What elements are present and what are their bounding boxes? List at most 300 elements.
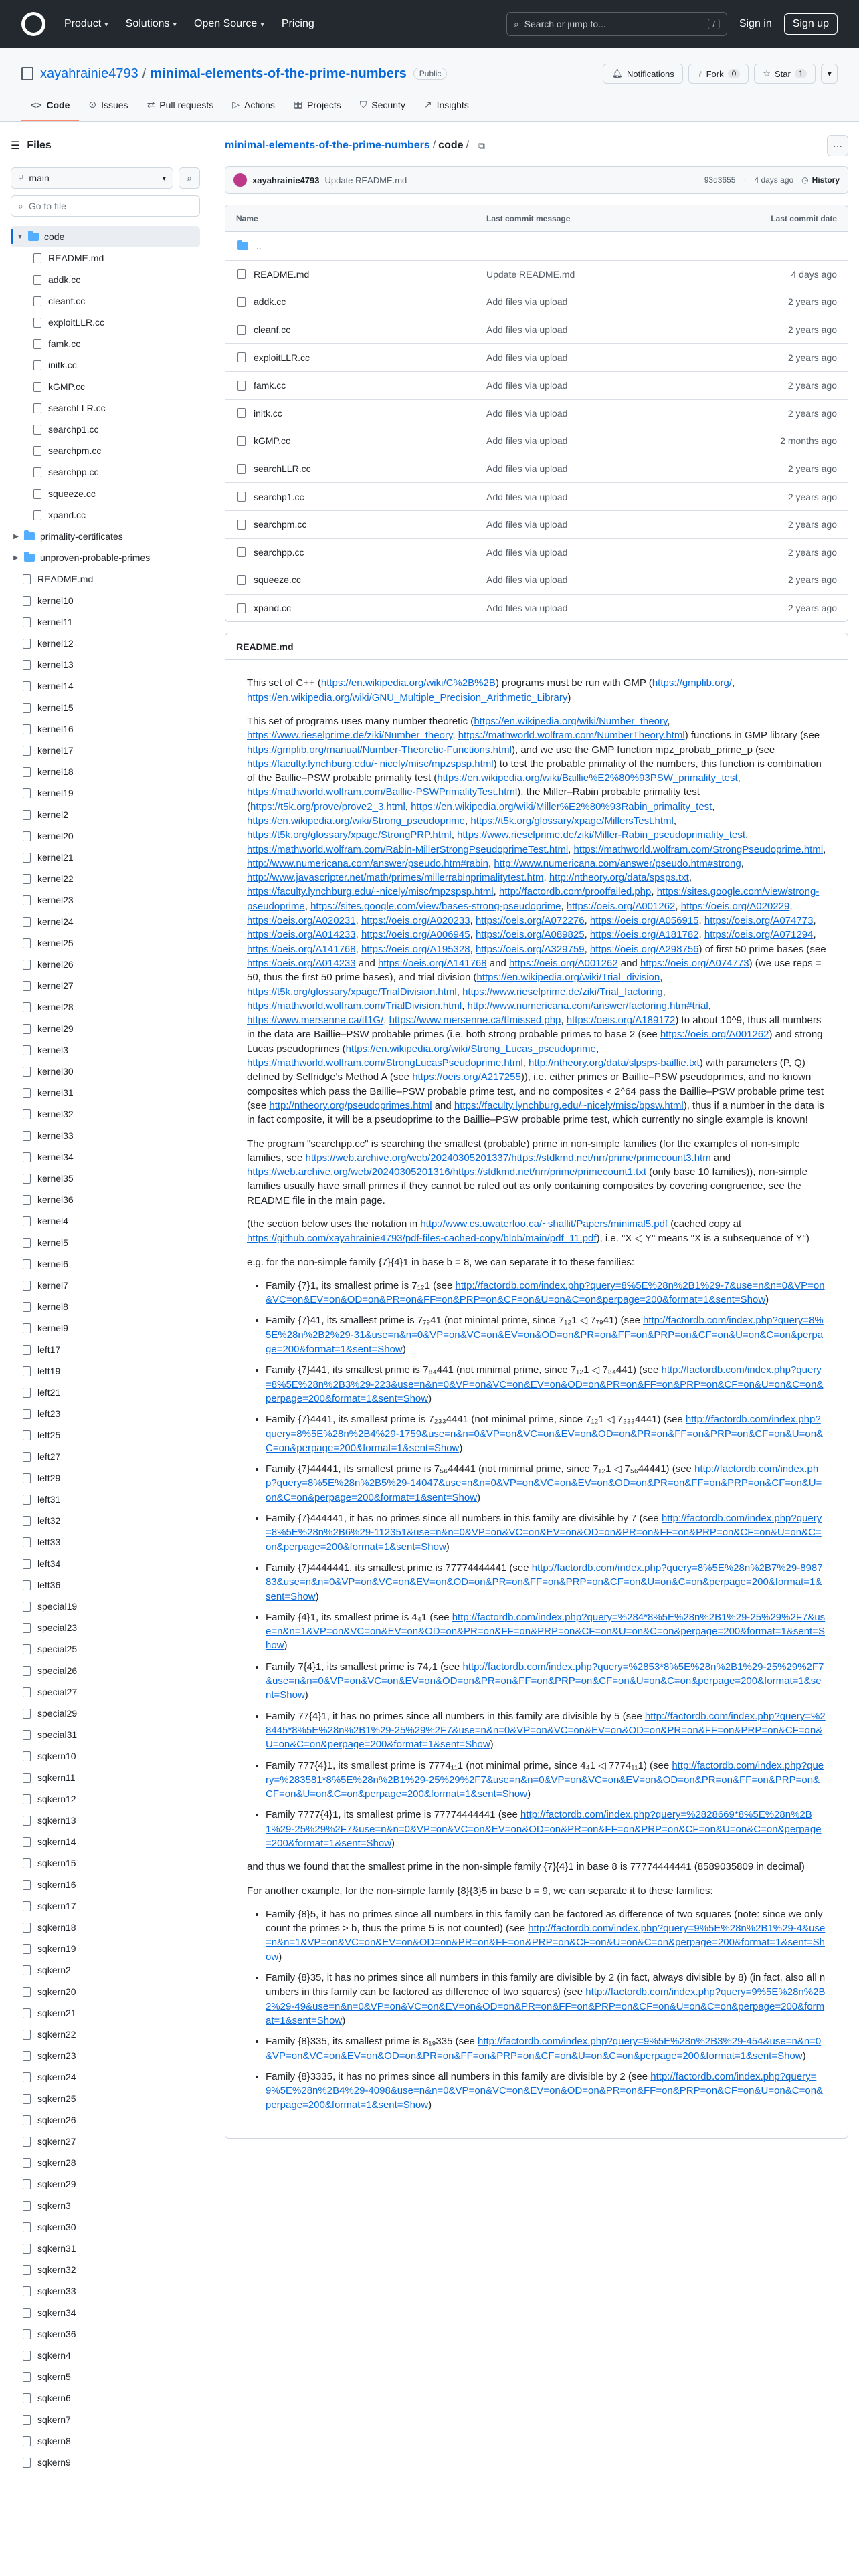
readme-link[interactable]: https://t5k.org/glossary/xpage/MillersTest.html (470, 815, 674, 827)
readme-link[interactable]: http://factordb.com/index.php?query=%283581*8%5E%28n%2B1%29-25%29%2F7&use=n&n=0&VP=on&VC=on&EV=on&OD=on&PR=on&FF=on&PRP=on&CF=on&U=on&C=on&perpage=200&format=1&sent=Show (266, 1759, 824, 1800)
readme-link[interactable]: https://github.com/xayahrainie4793/pdf-files-cached-copy/blob/main/pdf_11.pdf (247, 1232, 597, 1245)
repo-icon (21, 67, 33, 80)
tree-file[interactable] (11, 1724, 200, 1745)
tree-folder[interactable] (11, 526, 200, 547)
tab-pull-requests[interactable]: ⇄ Pull requests (147, 99, 214, 110)
readme-link[interactable]: http://factordb.com/index.php?query=8%5E%28n%2B2%29-31&use=n&n=0&VP=on&VC=on&EV=on&OD=on&PR=on&FF=on&PRP=on&CF=on&U=on&C=on&perpage=200&format=1&sent=Show (266, 1315, 824, 1356)
tree-file[interactable] (11, 2152, 200, 2173)
tree-file[interactable] (11, 1189, 200, 1210)
tree-file[interactable] (11, 1810, 200, 1831)
readme-link[interactable]: https://oeis.org/A001262 (660, 1029, 769, 1041)
file-link[interactable]: kGMP.cc (254, 435, 290, 447)
readme-link[interactable]: https://oeis.org/A020231 (247, 915, 356, 927)
tab-insights[interactable]: ↗ Insights (423, 99, 469, 110)
readme-link[interactable]: https://mathworld.wolfram.com/StrongPseudoprime.html (573, 843, 824, 855)
readme-link[interactable]: http://factordb.com/index.php?query=9%5E%28n%2B2%29-49&use=n&n=0&VP=on&VC=on&EV=on&OD=on&PR=on&FF=on&PRP=on&CF=on&U=on&C=on&perpage=200&format=1&sent=Show (266, 1986, 826, 2026)
global-header (0, 0, 859, 48)
readme-link[interactable]: https://oeis.org/A298756 (589, 943, 699, 955)
readme-link[interactable]: https://mathworld.wolfram.com/NumberTheory.html (458, 730, 685, 742)
tab-security[interactable]: ⛉ Security (359, 99, 405, 110)
tree-file[interactable] (11, 1895, 200, 1917)
table-row[interactable] (225, 455, 848, 483)
readme-link[interactable]: https://oeis.org/A074773 (640, 957, 749, 969)
readme-list-item: • Family {4}1, its smallest prime is 4₄1 (see http://factordb.com/index.php?query=%284*8%5E%28n%2B1%29-25%29%2F7&use=n&n=1&VP=on&VC=on&EV=on&OD=on&PR=on&FF=on&PRP=on&CF=on&U=on&C=on&perpage=200&format=1&sent=Show) (266, 1610, 826, 1653)
table-row[interactable] (225, 288, 848, 316)
tree-file[interactable] (11, 1874, 200, 1895)
commit-message-cell[interactable]: Add files via upload (486, 380, 568, 391)
tab-actions[interactable]: ▷ Actions (232, 99, 275, 110)
file-icon (23, 746, 31, 756)
readme-link[interactable]: https://web.archive.org/web/20240305201316/https://stdkmd.net/nrr/prime/primecount1.txt (247, 1166, 646, 1178)
readme-link[interactable]: https://oeis.org/A141768 (378, 957, 487, 969)
tree-file[interactable] (11, 825, 200, 847)
readme-link[interactable]: http://ntheory.org/data/spsps.txt (549, 872, 689, 884)
readme-link[interactable]: https://oeis.org/A195328 (361, 943, 470, 955)
readme-link[interactable]: http://factordb.com/index.php?query=%2853*8%5E%28n%2B1%29-25%29%2F7&use=n&n=0&VP=on&VC=on&EV=on&OD=on&PR=on&FF=on&PRP=on&CF=on&U=on&C=on&perpage=200&format=1&sent=Show (266, 1660, 824, 1701)
readme-link[interactable]: https://faculty.lynchburg.edu/~nicely/misc/mpzspsp.html (247, 758, 494, 770)
file-link[interactable]: searchpm.cc (254, 519, 307, 530)
tree-file[interactable] (11, 1553, 200, 1574)
tree-file[interactable] (11, 1660, 200, 1681)
tree-file[interactable] (11, 247, 200, 269)
readme-link[interactable]: https://gmplib.org/manual/Number-Theoretic-Functions.html (247, 744, 512, 756)
go-to-file-input[interactable]: ⌕ Go to file (11, 195, 200, 217)
file-link[interactable]: searchp1.cc (254, 491, 304, 502)
tree-file[interactable] (11, 975, 200, 996)
table-row[interactable] (225, 566, 848, 594)
readme-link[interactable]: http://factordb.com/index.php?query=8%5E%28n%2B3%29-223&use=n&n=0&VP=on&VC=on&EV=on&OD=on&PR=on&FF=on&PRP=on&CF=on&U=on&C=on&perpage=200&format=1&sent=Show (266, 1364, 824, 1404)
tree-file[interactable] (11, 1981, 200, 2002)
file-icon (23, 1709, 31, 1719)
tree-file[interactable] (11, 269, 200, 290)
readme-link[interactable]: http://factordb.com/index.php?query=%28445*8%5E%28n%2B1%29-25%29%2F7&use=n&n=0&VP=on&VC=on&EV=on&OD=on&PR=on&FF=on&PRP=on&CF=on&U=on&C=on&perpage=200&format=1&sent=Show (266, 1710, 826, 1751)
tree-file[interactable] (11, 419, 200, 440)
table-row[interactable] (225, 399, 848, 427)
tree-file[interactable] (11, 654, 200, 675)
tree-file-label: xpand.cc (48, 510, 86, 520)
readme-link[interactable]: https://en.wikipedia.org/wiki/Number_theory (474, 715, 668, 727)
avatar[interactable] (233, 173, 247, 187)
tree-file[interactable] (11, 2259, 200, 2280)
commit-message-cell[interactable]: Add files via upload (486, 324, 568, 336)
repo-owner-link[interactable]: xayahrainie4793 (40, 66, 138, 81)
file-link[interactable]: .. (256, 240, 262, 251)
tree-file[interactable] (11, 2109, 200, 2131)
file-icon (23, 2222, 31, 2232)
tree-file[interactable] (11, 2302, 200, 2323)
commit-message-cell[interactable]: Add files via upload (486, 574, 568, 586)
tree-file[interactable] (11, 1168, 200, 1189)
tree-file[interactable] (11, 2216, 200, 2238)
tree-file-label: left31 (37, 1494, 61, 1505)
tree-file[interactable] (11, 397, 200, 419)
readme-link[interactable]: https://oeis.org/A071294 (704, 929, 814, 941)
tree-file[interactable] (11, 1596, 200, 1617)
table-row[interactable] (225, 538, 848, 566)
readme-link[interactable]: https://t5k.org/prove/prove2_3.html (250, 800, 405, 813)
readme-link[interactable]: https://oeis.org/A001262 (566, 900, 676, 912)
nav-open-source[interactable]: Open Source ▾ (194, 18, 264, 29)
tree-file[interactable] (11, 333, 200, 354)
readme-link[interactable]: https://www.mersenne.ca/tfmissed.php (389, 1014, 561, 1027)
readme-link[interactable]: https://en.wikipedia.org/wiki/Miller%E2%80%93Rabin_primality_test (411, 800, 712, 813)
file-link[interactable]: addk.cc (254, 296, 286, 308)
readme-link[interactable]: https://oeis.org/A141768 (247, 943, 356, 955)
tree-file[interactable] (11, 1296, 200, 1317)
tree-file[interactable] (11, 718, 200, 740)
tree-file[interactable] (11, 1018, 200, 1039)
table-row[interactable] (225, 510, 848, 538)
tree-file[interactable] (11, 312, 200, 333)
tree-file[interactable] (11, 1232, 200, 1253)
tree-file-label: kernel31 (37, 1087, 74, 1098)
sign-in-link[interactable]: Sign in (739, 18, 772, 29)
readme-link[interactable]: https://t5k.org/glossary/xpage/StrongPRP.html (247, 829, 452, 841)
tree-file[interactable] (11, 2366, 200, 2387)
tree-file[interactable] (11, 2452, 200, 2473)
readme-link[interactable]: https://oeis.org/A001262 (509, 957, 618, 969)
readme-link[interactable]: https://en.wikipedia.org/wiki/Strong_Lucas_pseudoprime (345, 1043, 596, 1055)
readme-link[interactable]: https://oeis.org/A074773 (704, 915, 814, 927)
readme-link[interactable]: https://mathworld.wolfram.com/StrongLucasPseudoprime.html (247, 1057, 523, 1069)
readme-link[interactable]: https://oeis.org/A217255 (412, 1071, 521, 1083)
github-logo-icon[interactable] (21, 12, 45, 36)
readme-link[interactable]: https://en.wikipedia.org/wiki/C%2B%2B (320, 677, 496, 689)
readme-link[interactable]: https://mathworld.wolfram.com/Baillie-PSWPrimalityTest.html (247, 786, 518, 798)
tree-file[interactable] (11, 590, 200, 611)
tree-file[interactable] (11, 376, 200, 397)
table-row[interactable] (225, 427, 848, 455)
tree-file[interactable] (11, 1959, 200, 1981)
readme-link[interactable]: http://www.numericana.com/answer/factoring.htm#trial (467, 1000, 708, 1012)
tree-file[interactable] (11, 954, 200, 975)
file-link[interactable]: searchLLR.cc (254, 463, 311, 475)
readme-link[interactable]: https://t5k.org/glossary/xpage/TrialDivision.html (247, 986, 457, 998)
table-row[interactable] (225, 232, 848, 260)
readme-link[interactable]: http://ntheory.org/data/slpsps-baillie.txt (529, 1057, 700, 1069)
readme-link[interactable]: http://www.javascripter.net/math/primes/millerrabinprimalitytest.htm (247, 872, 544, 884)
tree-file[interactable] (11, 354, 200, 376)
tree-file[interactable] (11, 290, 200, 312)
nav-pricing[interactable]: Pricing (281, 18, 314, 29)
table-row[interactable] (225, 371, 848, 399)
column-header-message: Last commit message (486, 213, 571, 223)
tree-file[interactable] (11, 1360, 200, 1382)
readme-link[interactable]: http://factordb.com/prooffailed.php (498, 886, 652, 898)
file-icon (23, 1024, 31, 1034)
readme-link[interactable]: https://en.wikipedia.org/wiki/Trial_division (476, 972, 660, 984)
tree-file[interactable] (11, 1852, 200, 1874)
readme-link[interactable]: https://en.wikipedia.org/wiki/Strong_pseudoprime (247, 815, 466, 827)
file-icon (23, 1195, 31, 1205)
file-link[interactable]: README.md (254, 268, 310, 280)
commit-message-cell[interactable]: Update README.md (486, 268, 575, 280)
tree-file[interactable] (11, 2430, 200, 2452)
commit-message-cell[interactable]: Add files via upload (486, 603, 568, 614)
readme-link[interactable]: https://oeis.org/A089825 (475, 929, 585, 941)
bell-icon: 🔔︎ (611, 68, 623, 78)
search-icon: ⌕ (513, 18, 519, 29)
commit-message-link[interactable]: Update README.md (324, 175, 407, 185)
global-search-input[interactable]: ⌕ Search or jump to... / (506, 12, 727, 36)
tree-file-label: sqkern4 (37, 2350, 71, 2361)
readme-link[interactable]: https://oeis.org/A020229 (680, 900, 790, 912)
tree-file[interactable] (11, 2088, 200, 2109)
readme-link[interactable]: https://mathworld.wolfram.com/TrialDivision.html (247, 1000, 462, 1012)
tree-file[interactable] (11, 1275, 200, 1296)
tree-file[interactable] (11, 761, 200, 782)
tree-file[interactable] (11, 847, 200, 868)
readme-panel (225, 633, 848, 2138)
readme-link[interactable]: http://factordb.com/index.php?query=8%5E%28n%2B6%29-112351&use=n&n=0&VP=on&VC=on&EV=on&OD=on&PR=on&FF=on&PRP=on&CF=on&U=on&C=on&perpage=200&format=1&sent=Show (266, 1513, 822, 1553)
tree-file[interactable] (11, 633, 200, 654)
tree-file[interactable] (11, 1745, 200, 1767)
tree-file[interactable] (11, 2024, 200, 2045)
readme-link[interactable]: http://www.numericana.com/answer/pseudo.htm#strong (494, 857, 741, 869)
readme-link[interactable]: https://oeis.org/A014233 (247, 957, 356, 969)
readme-link[interactable]: http://factordb.com/index.php?query=8%5E%28n%2B4%29-1759&use=n&n=0&VP=on&VC=on&EV=on&OD=on&PR=on&FF=on&PRP=on&CF=on&U=on&C=on&perpage=200&format=1&sent=Show (266, 1414, 824, 1454)
breadcrumb-repo-link[interactable]: minimal-elements-of-the-prime-numbers (225, 140, 430, 151)
tree-file[interactable] (11, 1061, 200, 1082)
repo-name-link[interactable]: minimal-elements-of-the-prime-numbers (150, 66, 407, 81)
star-dropdown-button[interactable] (821, 64, 838, 84)
tree-file[interactable] (11, 868, 200, 889)
tree-file[interactable] (11, 1831, 200, 1852)
tree-file[interactable] (11, 1125, 200, 1146)
readme-link[interactable]: http://ntheory.org/pseudoprimes.html (269, 1099, 432, 1111)
readme-link[interactable]: https://oeis.org/A072276 (475, 915, 585, 927)
table-row[interactable] (225, 594, 848, 622)
file-link[interactable]: exploitLLR.cc (254, 352, 310, 363)
commit-date-cell: 2 months ago (780, 435, 837, 447)
commit-message-cell[interactable]: Add files via upload (486, 491, 568, 502)
readme-link[interactable]: http://factordb.com/index.php?query=8%5E%28n%2B1%29-7&use=n&n=0&VP=on&VC=on&EV=on&OD=on&PR=on&FF=on&PRP=on&CF=on&U=on&C=on&perpage=200&format=1&sent=Show (266, 1279, 825, 1306)
tree-folder[interactable] (11, 547, 200, 568)
tree-file[interactable] (11, 2195, 200, 2216)
readme-link[interactable]: http://factordb.com/index.php?query=%284*8%5E%28n%2B1%29-25%29%2F7&use=n&n=1&VP=on&VC=on&EV=on&OD=on&PR=on&FF=on&PRP=on&CF=on&U=on&C=on&perpage=200&format=1&sent=Show (266, 1611, 826, 1652)
tree-file[interactable] (11, 740, 200, 761)
table-row[interactable] (225, 260, 848, 288)
readme-link[interactable]: https://www.mersenne.ca/tf1G/ (247, 1014, 384, 1027)
commit-message-cell[interactable]: Add files via upload (486, 435, 568, 447)
commit-message-cell[interactable]: Add files via upload (486, 463, 568, 475)
file-link[interactable]: xpand.cc (254, 603, 292, 614)
tree-file[interactable] (11, 2238, 200, 2259)
search-files-button[interactable] (179, 167, 200, 189)
commit-message-cell[interactable]: Add files via upload (486, 546, 568, 558)
commit-message-cell[interactable]: Add files via upload (486, 519, 568, 530)
tree-file[interactable] (11, 2280, 200, 2302)
readme-link[interactable]: https://en.wikipedia.org/wiki/GNU_Multiple_Precision_Arithmetic_Library (247, 691, 568, 704)
tree-file[interactable] (11, 675, 200, 697)
readme-link[interactable]: https://web.archive.org/web/20240305201337/https://stdkmd.net/nrr/prime/primecount3.htm (305, 1152, 711, 1164)
readme-link[interactable]: http://factordb.com/index.php?query=9%5E%28n%2B1%29-4&use=n&n=1&VP=on&VC=on&EV=on&OD=on&PR=on&FF=on&PRP=on&CF=on&U=on&C=on&perpage=200&format=1&sent=Show (266, 1923, 826, 1963)
tree-file[interactable] (11, 1531, 200, 1553)
tree-file[interactable] (11, 1788, 200, 1810)
tree-file[interactable] (11, 2045, 200, 2066)
readme-link[interactable]: https://oeis.org/A181782 (589, 929, 699, 941)
readme-link[interactable]: http://factordb.com/index.php?query=8%5E%28n%2B5%29-14047&use=n&n=0&VP=on&VC=on&EV=on&OD=on&PR=on&FF=on&PRP=on&CF=on&U=on&C=on&perpage=200&format=1&sent=Show (266, 1463, 822, 1503)
readme-link[interactable]: https://www.rieselprime.de/ziki/Miller-Rabin_pseudoprimality_test (457, 829, 746, 841)
tree-file[interactable] (11, 1681, 200, 1703)
tree-file[interactable] (11, 1638, 200, 1660)
file-link[interactable]: famk.cc (254, 380, 286, 391)
readme-link[interactable]: https://oeis.org/A329759 (475, 943, 585, 955)
commit-sha-link[interactable]: 93d3655 (704, 175, 736, 185)
tree-file[interactable] (11, 483, 200, 504)
branch-selector[interactable]: ⑂ main ▾ (11, 167, 173, 189)
readme-link[interactable]: https://sites.google.com/view/strong-pseudoprime (247, 886, 820, 912)
readme-link[interactable]: http://www.cs.uwaterloo.ca/~shallit/Papers/minimal5.pdf (420, 1218, 668, 1230)
tree-file-label: sqkern31 (37, 2243, 76, 2254)
tree-file[interactable] (11, 1467, 200, 1489)
tree-file[interactable] (11, 568, 200, 590)
readme-link[interactable]: https://www.rieselprime.de/ziki/Trial_factoring (462, 986, 663, 998)
file-icon (23, 2115, 31, 2125)
tree-file[interactable] (11, 1382, 200, 1403)
file-icon (23, 2008, 31, 2018)
tree-file[interactable] (11, 1617, 200, 1638)
sign-up-button[interactable]: Sign up (784, 13, 838, 35)
tree-file[interactable] (11, 1703, 200, 1724)
history-button[interactable]: ◷ History (801, 175, 840, 185)
tab-projects[interactable]: ▦ Projects (293, 99, 341, 110)
tree-file[interactable] (11, 2131, 200, 2152)
tree-file[interactable] (11, 1339, 200, 1360)
readme-link[interactable]: https://oeis.org/A189172 (566, 1014, 676, 1027)
tree-file[interactable] (11, 1253, 200, 1275)
readme-paragraph: The program "searchpp.cc" is searching the smallest (probable) prime in non-simple families (for the examples of non-simple families, see https://web.archive.org/web/20240305201337/https://stdkmd.net/nrr/prime/primecount3.htm and https://web.archive.org/web/20240305201316/https://stdkmd.net/nrr/prime/primecount1.txt (only base 10 families)), non-simple families usually have small primes if they cannot be ruled out as only containing composites by covering congruence, see the README file in the main page. (247, 1138, 807, 1206)
tree-file[interactable] (11, 2066, 200, 2088)
tree-file[interactable] (11, 1103, 200, 1125)
table-row[interactable] (225, 316, 848, 344)
file-icon (23, 1238, 31, 1248)
tree-file[interactable] (11, 611, 200, 633)
tree-file[interactable] (11, 1510, 200, 1531)
tree-file[interactable] (11, 1082, 200, 1103)
shield-icon: ⛉ (359, 99, 367, 110)
tree-file[interactable] (11, 996, 200, 1018)
tree-file[interactable] (11, 782, 200, 804)
fork-button[interactable]: ⑂ Fork 0 (688, 64, 749, 84)
readme-list (266, 1279, 826, 1850)
tree-file[interactable] (11, 1317, 200, 1339)
tree-file[interactable] (11, 1146, 200, 1168)
tree-file[interactable] (11, 1210, 200, 1232)
file-name-cell (236, 408, 486, 419)
tree-file[interactable] (11, 697, 200, 718)
tree-file[interactable] (11, 1489, 200, 1510)
copy-path-icon[interactable]: ⧉ (478, 140, 485, 151)
tree-file[interactable] (11, 1424, 200, 1446)
tree-file[interactable] (11, 2387, 200, 2409)
tree-file[interactable] (11, 2345, 200, 2366)
tree-file[interactable] (11, 1446, 200, 1467)
file-icon (23, 895, 31, 905)
tree-folder[interactable] (11, 226, 200, 247)
readme-link[interactable]: http://factordb.com/index.php?query=%2828669*8%5E%28n%2B1%29-25%29%2F7&use=n&n=0&VP=on&VC=on&EV=on&OD=on&PR=on&FF=on&PRP=on&CF=on&U=on&C=on&perpage=200&format=1&sent=Show (266, 1809, 822, 1849)
commit-message-cell[interactable]: Add files via upload (486, 407, 568, 419)
tree-file[interactable] (11, 1403, 200, 1424)
commit-message-cell[interactable]: Add files via upload (486, 352, 568, 363)
tree-file[interactable] (11, 461, 200, 483)
file-icon (23, 2030, 31, 2040)
more-options-button[interactable] (827, 135, 848, 156)
readme-link[interactable]: https://mathworld.wolfram.com/Rabin-MillerStrongPseudoprimeTest.html (247, 843, 569, 855)
file-icon (23, 1516, 31, 1526)
tree-file[interactable] (11, 1574, 200, 1596)
file-icon (23, 1174, 31, 1184)
tree-file[interactable] (11, 1938, 200, 1959)
file-icon (237, 408, 246, 418)
sidebar-toggle-icon[interactable]: ☰ (11, 140, 21, 152)
nav-solutions[interactable]: Solutions ▾ (125, 18, 177, 29)
nav-product[interactable]: Product ▾ (64, 18, 108, 29)
tree-file[interactable] (11, 804, 200, 825)
tree-file[interactable] (11, 932, 200, 954)
tree-file[interactable] (11, 2173, 200, 2195)
readme-link[interactable]: https://gmplib.org/ (652, 677, 733, 689)
table-row[interactable] (225, 482, 848, 510)
tree-file[interactable] (11, 2409, 200, 2430)
tab-code[interactable]: <> Code (21, 99, 79, 121)
readme-link[interactable]: https://faculty.lynchburg.edu/~nicely/misc/bpsw.html (454, 1099, 684, 1111)
readme-link[interactable]: https://oeis.org/A014233 (247, 929, 356, 941)
tab-issues[interactable]: ⊙ Issues (88, 99, 128, 110)
tree-file[interactable] (11, 889, 200, 911)
file-icon (23, 2072, 31, 2082)
tree-file[interactable] (11, 1917, 200, 1938)
table-row[interactable] (225, 343, 848, 371)
tree-file[interactable] (11, 911, 200, 932)
readme-link[interactable]: https://en.wikipedia.org/wiki/Baillie%E2%80%93PSW_primality_test (437, 772, 738, 784)
readme-link[interactable]: https://oeis.org/A020233 (361, 915, 470, 927)
tree-file[interactable] (11, 1767, 200, 1788)
commit-author-link[interactable]: xayahrainie4793 (252, 175, 320, 185)
commit-date-cell: 4 days ago (791, 268, 837, 280)
commit-message-cell[interactable]: Add files via upload (486, 296, 568, 308)
tree-file[interactable] (11, 2002, 200, 2024)
chevron-right-icon: ▶ (13, 554, 19, 562)
readme-link[interactable]: https://oeis.org/A056915 (589, 915, 699, 927)
file-link[interactable]: squeeze.cc (254, 574, 301, 586)
readme-link[interactable]: http://www.numericana.com/answer/pseudo.htm#rabin (247, 857, 489, 869)
readme-link[interactable]: https://faculty.lynchburg.edu/~nicely/misc/mpzspsp.html (247, 886, 494, 898)
readme-list-item: • Family {7}444441, it has no primes since all numbers in this family are divisible by 7 (see http://factordb.com/index.php?query=8%5E%28n%2B6%29-112351&use=n&n=0&VP=on&VC=on&EV=on&OD=on&PR=on&FF=on&PRP=on&CF=on&U=on&C=on&perpage=200&format=1&sent=Show) (266, 1511, 826, 1554)
breadcrumb-trailing-separator: / (466, 140, 469, 151)
file-icon (23, 2179, 31, 2189)
tree-file[interactable] (11, 2323, 200, 2345)
file-link[interactable]: initk.cc (254, 407, 282, 419)
readme-link[interactable]: https://www.rieselprime.de/ziki/Number_theory (247, 730, 453, 742)
tree-file-label: sqkern6 (37, 2393, 71, 2403)
readme-link[interactable]: http://factordb.com/index.php?query=8%5E%28n%2B7%29-898783&use=n&n=0&VP=on&VC=on&EV=on&OD=on&PR=on&FF=on&PRP=on&CF=on&U=on&C=on&perpage=200&format=1&sent=Show (266, 1562, 823, 1602)
tree-file[interactable] (11, 1039, 200, 1061)
star-button[interactable]: ☆ Star 1 (754, 64, 816, 84)
file-link[interactable]: searchpp.cc (254, 546, 304, 558)
file-icon (23, 1901, 31, 1911)
notifications-button[interactable]: 🔔︎ Notifications (603, 64, 682, 84)
readme-link[interactable]: https://oeis.org/A006945 (361, 929, 470, 941)
file-link[interactable]: cleanf.cc (254, 324, 291, 336)
readme-link[interactable]: https://sites.google.com/view/bases-strong-pseudoprime (310, 900, 561, 912)
tree-file[interactable] (11, 440, 200, 461)
file-icon (23, 2308, 31, 2318)
readme-link[interactable]: http://factordb.com/index.php?query=9%5E%28n%2B3%29-454&use=n&n=0&VP=on&VC=on&EV=on&OD=on&PR=on&FF=on&PRP=on&CF=on&U=on&C=on&perpage=200&format=1&sent=Show (266, 2036, 822, 2062)
tree-file[interactable] (11, 504, 200, 526)
readme-link[interactable]: http://factordb.com/index.php?query=9%5E%28n%2B4%29-4098&use=n&n=0&VP=on&VC=on&EV=on&OD=on&PR=on&FF=on&PRP=on&CF=on&U=on&C=on&perpage=200&format=1&sent=Show (266, 2070, 824, 2111)
readme-list-item: • Family {7}441, its smallest prime is 7₈₄441 (not minimal prime, since 7₁₂1 ◁ 7₈₄441) (see http://factordb.com/index.php?query=8%5E%28n%2B3%29-223&use=n&n=0&VP=on&VC=on&EV=on&OD=on&PR=on&FF=on&PRP=on&CF=on&U=on&C=on&perpage=200&format=1&sent=Show) (266, 1363, 826, 1406)
